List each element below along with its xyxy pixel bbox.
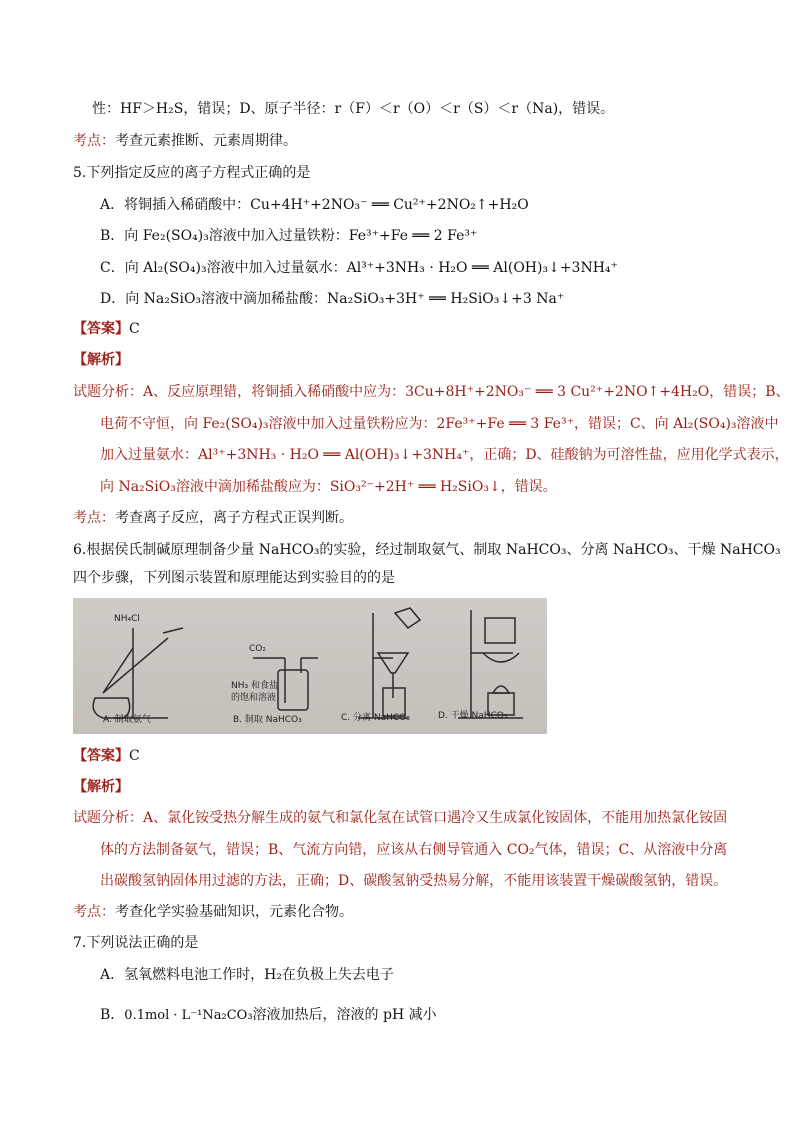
explanation-5-line-4: 向 Na₂SiO₃溶液中滴加稀盐酸应为：SiO₃²⁻+2H⁺ ══ H₂SiO₃↓，错误。 (100, 479, 557, 495)
caption-a: A. 制取氨气 (103, 715, 151, 725)
answer-5 (73, 319, 140, 339)
option-7b-text: 溶液加热后，溶液的 pH 减小 (252, 1007, 437, 1023)
answer-label: 【答案】 (73, 321, 129, 337)
answer-value: C (129, 748, 140, 764)
answer-label: 【答案】 (73, 748, 129, 764)
explanation-heading: 【解析】 (73, 352, 129, 368)
key-point-6 (73, 902, 353, 922)
option-5d: D．向 Na₂SiO₃溶液中滴加稀盐酸：Na₂SiO₃+3H⁺ ══ H₂SiO₃↓+3 Na⁺ (100, 291, 565, 307)
label-nh4cl: NH₄Cl (114, 614, 140, 624)
caption-b: B. 制取 NaHCO₃ (233, 715, 302, 725)
question-7: 7.下列说法正确的是 (73, 935, 199, 951)
key-point-5 (73, 508, 353, 528)
option-5c: C．向 Al₂(SO₄)₃溶液中加入过量氨水：Al³⁺+3NH₃ · H₂O ══ Al(OH)₃↓+3NH₄⁺ (100, 260, 618, 276)
explanation-6-line-1: 试题分析：A、氯化铵受热分解生成的氨气和氯化氢在试管口遇冷又生成氯化铵固体，不能用加热氯化铵固 (73, 810, 728, 826)
explanation-heading: 【解析】 (73, 779, 129, 795)
key-point-text: 考查元素推断、元素周期律。 (115, 133, 297, 149)
label-nh3-solution-1: NH₃ 和食盐 (231, 681, 278, 691)
key-point-label: 考点： (73, 510, 115, 526)
option-7a: A．氢氧燃料电池工作时，H₂在负极上失去电子 (100, 967, 394, 983)
explanation-5-line-3: 加入过量氨水：Al³⁺+3NH₃ · H₂O ══ Al(OH)₃↓+3NH₄⁺，正确；D、硅酸钠为可溶性盐，应用化学式表示， (100, 447, 789, 463)
explanation-5-line-1: 试题分析：A、反应原理错，将铜插入稀硝酸中应为：3Cu+8H⁺+2NO₃⁻ ══ 3 Cu²⁺+2NO↑+4H₂O，错误；B、 (73, 384, 790, 400)
key-point-text: 考查化学实验基础知识，元素化合物。 (115, 904, 353, 920)
question-6-line-2: 四个步骤，下列图示装置和原理能达到实验目的的是 (73, 570, 395, 586)
option-7b-formula: 0.1mol · L⁻¹Na₂CO₃ (124, 1008, 253, 1023)
answer-value: C (129, 321, 140, 337)
key-point-label: 考点： (73, 904, 115, 920)
key-point-label: 考点： (73, 133, 115, 149)
explanation-6-line-3: 出碳酸氢钠固体用过滤的方法，正确；D、碳酸氢钠受热易分解，不能用该装置干燥碳酸氢钠，错误。 (100, 873, 728, 889)
text-line: 性：HF＞H₂S，错误；D、原子半径：r（F）＜r（O）＜r（S）＜r（Na)，错误。 (92, 101, 615, 117)
explanation-label (73, 777, 129, 797)
option-7b (100, 1005, 437, 1026)
caption-d: D. 干燥 NaHCO₃ (438, 711, 508, 721)
key-point-line (73, 131, 297, 151)
question-5: 5.下列指定反应的离子方程式正确的是 (73, 165, 311, 181)
explanation-label (73, 350, 129, 370)
key-point-text: 考查离子反应，离子方程式正误判断。 (115, 510, 353, 526)
caption-c: C. 分离 NaHCO₃ (341, 713, 410, 723)
option-7b-prefix: B． (100, 1007, 125, 1023)
explanation-5-line-2: 电荷不守恒，向 Fe₂(SO₄)₃溶液中加入过量铁粉应为：2Fe³⁺+Fe ══ 3 Fe³⁺，错误；C、向 Al₂(SO₄)₃溶液中 (100, 416, 779, 432)
option-5a: A．将铜插入稀硝酸中：Cu+4H⁺+2NO₃⁻ ══ Cu²⁺+2NO₂↑+H₂O (100, 197, 529, 213)
question-6-line-1: 6.根据侯氏制碱原理制备少量 NaHCO₃的实验，经过制取氨气、制取 NaHCO₃、分离 NaHCO₃、干燥 NaHCO₃ (73, 542, 781, 558)
label-co2: CO₂ (249, 644, 266, 654)
label-nh3-solution-2: 的饱和溶液 (231, 693, 277, 703)
apparatus-figure (73, 598, 547, 734)
answer-6 (73, 746, 140, 766)
option-5b: B．向 Fe₂(SO₄)₃溶液中加入过量铁粉：Fe³⁺+Fe ══ 2 Fe³⁺ (100, 228, 478, 244)
explanation-6-line-2: 体的方法制备氨气，错误；B、气流方向错，应该从右侧导管通入 CO₂气体，错误；C、从溶液中分离 (100, 842, 728, 858)
